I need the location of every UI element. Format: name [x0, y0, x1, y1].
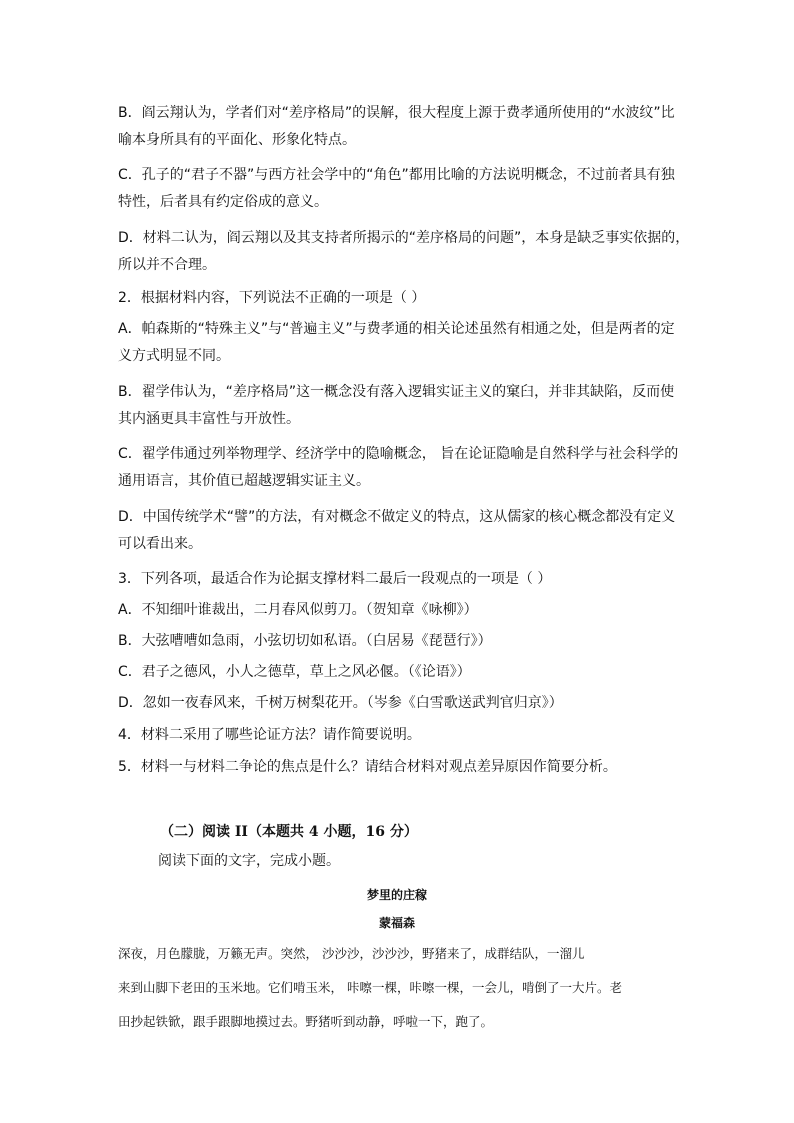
q1-option-d-line-2: 所以并不合理。: [118, 257, 216, 273]
reading-instruction: 阅读下面的文字，完成小题。: [158, 853, 340, 869]
q3-option-a: A．不知细叶谁裁出，二月春风似剪刀。（贺知章《咏柳》）: [118, 602, 478, 618]
q2-option-c-line-1: C．翟学伟通过列举物理学、经济学中的隐喻概念， 旨在论证隐喻是自然科学与社会科学的: [118, 446, 679, 462]
q1-option-c-line-2: 特性，后者具有约定俗成的意义。: [118, 194, 328, 210]
q2-option-d-line-1: D．中国传统学术“譬”的方法，有对概念不做定义的特点，这从儒家的核心概念都没有定义: [118, 509, 676, 525]
q5-question: 5．材料一与材料二争论的焦点是什么？请结合材料对观点差异原因作简要分析。: [118, 759, 617, 775]
q1-option-b-line-1: B．阎云翔认为，学者们对“差序格局”的误解，很大程度上源于费孝通所使用的“水波纹”比: [118, 105, 675, 121]
story-line-2: 来到山脚下老田的玉米地。它们啃玉米， 咔嚓一棵，咔嚓一棵，一会儿，啃倒了一大片。老: [118, 980, 622, 995]
q2-option-b-line-2: 其内涵更具丰富性与开放性。: [118, 411, 300, 427]
story-title: 梦里的庄稼: [366, 888, 427, 902]
q2-option-a-line-1: A．帕森斯的“特殊主义”与“普遍主义”与费孝通的相关论述虽然有相通之处，但是两者的定: [118, 321, 675, 337]
section-heading: （二）阅读 II（本题共 4 小题，16 分）: [160, 824, 418, 840]
q3-stem: 3．下列各项，最适合作为论据支撑材料二最后一段观点的一项是（ ）: [118, 571, 552, 587]
q4-question: 4．材料二采用了哪些论证方法？请作简要说明。: [118, 727, 421, 743]
q3-option-b: B．大弦嘈嘈如急雨，小弦切切如私语。（白居易《琵琶行》）: [118, 633, 492, 649]
q2-option-c-line-2: 通用语言，其价值已超越逻辑实证主义。: [118, 473, 370, 489]
q1-option-d: [118, 225, 690, 279]
story-line-3: 田抄起铁锨，跟手跟脚地摸过去。野猪听到动静，呼啦一下，跑了。: [118, 1014, 494, 1029]
q1-option-b-line-2: 喻本身所具有的平面化、形象化特点。: [118, 132, 356, 148]
story-paragraph: [118, 937, 622, 1039]
q2-option-b-line-1: B．翟学伟认为，“差序格局”这一概念没有落入逻辑实证主义的窠臼，并非其缺陷，反而使: [118, 384, 675, 400]
q3-option-d: D．忽如一夜春风来，千树万树梨花开。（岑参《白雪歌送武判官归京》）: [118, 695, 563, 711]
q2-option-d: [118, 504, 678, 558]
q2-option-d-line-2: 可以看出来。: [118, 536, 202, 552]
q2-stem: 2．根据材料内容，下列说法不正确的一项是（ ）: [118, 290, 426, 306]
q2-option-c: [118, 441, 678, 495]
story-author: 蒙福森: [378, 916, 415, 930]
q2-option-a-line-2: 义方式明显不同。: [118, 348, 230, 364]
story-line-1: 深夜，月色朦胧，万籁无声。突然， 沙沙沙，沙沙沙，野猪来了，成群结队，一溜儿: [118, 946, 585, 961]
q1-option-c: [118, 162, 678, 216]
q1-option-b: [118, 100, 678, 154]
q1-option-c-line-1: C．孔子的“君子不器”与西方社会学中的“角色”都用比喻的方法说明概念，不过前者具有独: [118, 167, 675, 183]
q3-option-c: C．君子之德风，小人之德草，草上之风必偃。（《论语》）: [118, 664, 471, 680]
q2-option-a: [118, 316, 678, 370]
q2-option-b: [118, 379, 678, 433]
q1-option-d-line-1: D．材料二认为，阎云翔以及其支持者所揭示的“差序格局的问题”，本身是缺乏事实依据的，: [118, 230, 690, 246]
